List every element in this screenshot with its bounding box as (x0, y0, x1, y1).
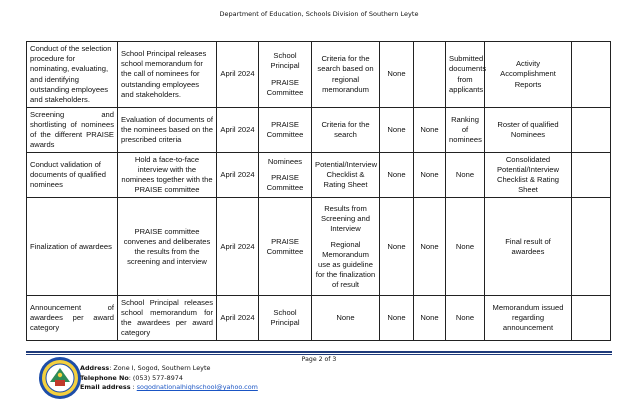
empty-cell (572, 198, 611, 296)
empty-cell (572, 108, 611, 153)
col6-cell: None (380, 153, 414, 198)
school-contact (80, 364, 258, 393)
date-cell: April 2024 (217, 42, 259, 108)
col8-cell: None (446, 153, 485, 198)
activity-cell: Announcement of awardees per award category (27, 296, 118, 341)
col7-cell (414, 42, 446, 108)
description-cell: School Principal releases school memorandum for the awardees per award category (118, 296, 217, 341)
input-cell: Potential/Interview Checklist & Rating Sheet (312, 153, 380, 198)
table-row (27, 42, 611, 108)
col6-cell: None (380, 198, 414, 296)
col6-cell: None (380, 296, 414, 341)
description-cell: Evaluation of documents of the nominees based on the prescribed criteria (118, 108, 217, 153)
page-header: Department of Education, Schools Division of Southern Leyte (219, 10, 419, 18)
input-cell: Criteria for the search (312, 108, 380, 153)
col8-cell: Submitted documents from applicants (446, 42, 485, 108)
col7-cell: None (414, 296, 446, 341)
col8-cell: None (446, 296, 485, 341)
empty-cell (572, 153, 611, 198)
responsible-cell: School Principal PRAISE Committee (259, 42, 312, 108)
table-row (27, 153, 611, 198)
telephone-line: Telephone No: (053) 577-8974 (80, 373, 183, 382)
activity-cell: Finalization of awardees (27, 198, 118, 296)
col6-cell: None (380, 108, 414, 153)
output-cell: Consolidated Potential/Interview Checklist & Rating Sheet (485, 153, 572, 198)
school-seal-icon (38, 356, 82, 400)
activity-cell: Conduct of the selection procedure for nominating, evaluating, and identifying outstanding employees and stakeholders. (27, 42, 118, 108)
empty-cell (572, 42, 611, 108)
footer-divider (26, 351, 612, 353)
email-link[interactable]: sogodnationalhighschool@yahoo.com (136, 383, 258, 392)
output-cell: Memorandum issued regarding announcement (485, 296, 572, 341)
col7-cell: None (414, 108, 446, 153)
table-row (27, 296, 611, 341)
input-cell: Results from Screening and Interview Regional Memorandum use as guideline for the finalization of result (312, 198, 380, 296)
date-cell: April 2024 (217, 108, 259, 153)
col8-cell: None (446, 198, 485, 296)
email-line: Email address : sogodnationalhighschool@yahoo.com (80, 383, 258, 392)
output-cell: Activity Accomplishment Reports (485, 42, 572, 108)
col8-cell: Ranking of nominees (446, 108, 485, 153)
address-line: Address: Zone I, Sogod, Southern Leyte (80, 364, 211, 372)
responsible-cell: PRAISE Committee (259, 198, 312, 296)
date-cell: April 2024 (217, 153, 259, 198)
output-cell: Roster of qualified Nominees (485, 108, 572, 153)
activity-table (26, 41, 611, 341)
activity-cell: Screening and shortlisting of nominees of the different PRAISE awards (27, 108, 118, 153)
input-cell: Criteria for the search based on regional memorandum (312, 42, 380, 108)
table-row (27, 198, 611, 296)
description-cell: School Principal releases school memorandum for the call of nominees for outstanding employees and stakeholders. (118, 42, 217, 108)
table-row (27, 108, 611, 153)
col7-cell: None (414, 153, 446, 198)
footer-divider-thin (26, 354, 612, 355)
responsible-cell: PRAISE Committee (259, 108, 312, 153)
page-number: Page 2 of 3 (301, 356, 337, 363)
description-cell: PRAISE committee convenes and deliberates the results from the screening and interview (118, 198, 217, 296)
col7-cell: None (414, 198, 446, 296)
responsible-cell: School Principal (259, 296, 312, 341)
date-cell: April 2024 (217, 198, 259, 296)
empty-cell (572, 296, 611, 341)
responsible-cell: Nominees PRAISE Committee (259, 153, 312, 198)
input-cell: None (312, 296, 380, 341)
activity-cell: Conduct validation of documents of qualified nominees (27, 153, 118, 198)
output-cell: Final result of awardees (485, 198, 572, 296)
date-cell: April 2024 (217, 296, 259, 341)
description-cell: Hold a face-to-face interview with the nominees together with the PRAISE committee (118, 153, 217, 198)
col6-cell: None (380, 42, 414, 108)
